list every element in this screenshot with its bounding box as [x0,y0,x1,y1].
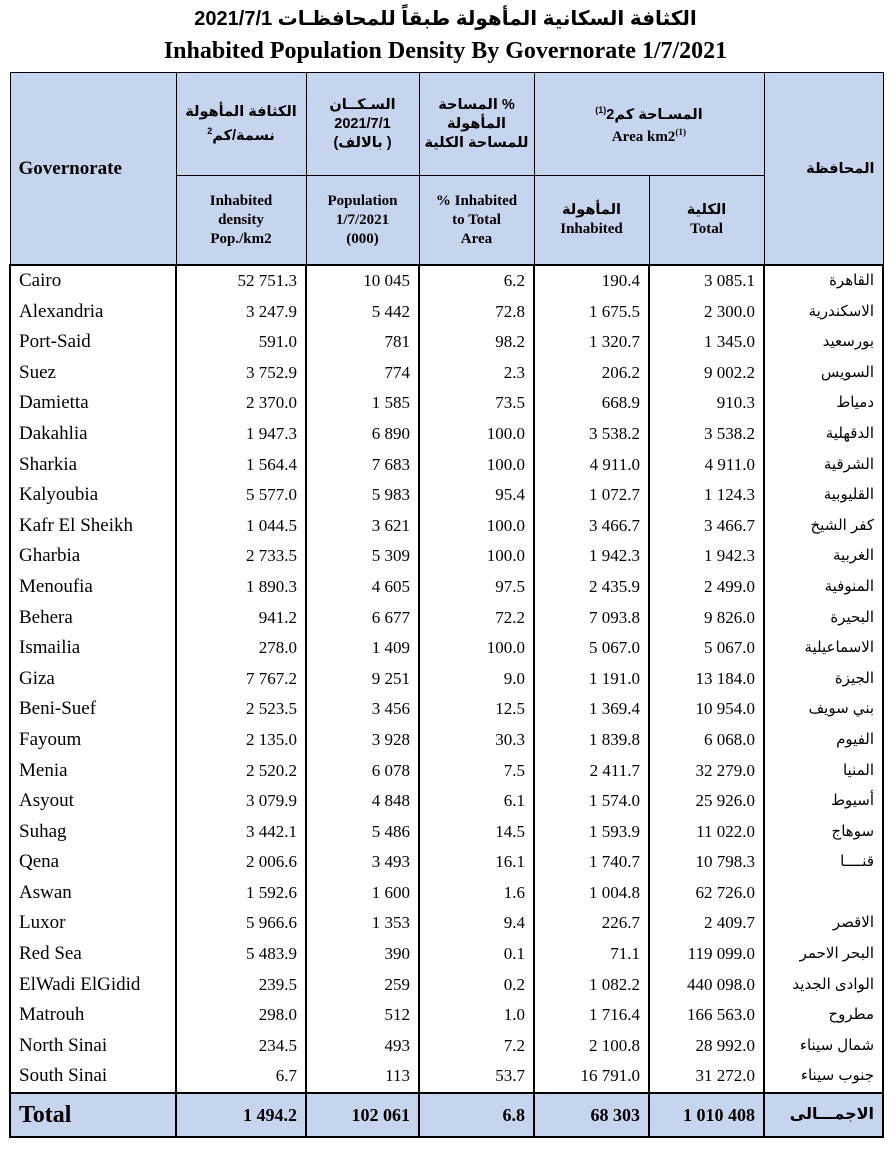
cell-area-inhabited: 2 411.7 [534,756,649,787]
page-title-block [0,0,891,66]
cell-area-total: 2 409.7 [649,908,764,939]
table-row [10,664,883,695]
table-row [10,450,883,481]
cell-governorate: Gharbia [10,541,176,572]
cell-governorate-arabic: الوادى الجديد [764,970,883,1001]
cell-governorate-arabic: الجيزة [764,664,883,695]
cell-area-inhabited: 1 740.7 [534,847,649,878]
cell-area-inhabited: 668.9 [534,388,649,419]
cell-area-inhabited: 1 675.5 [534,297,649,328]
cell-area-total: 4 911.0 [649,450,764,481]
cell-population: 3 456 [306,694,419,725]
cell-governorate-arabic: الفيوم [764,725,883,756]
header-density-ar-unit: نسمة/كم [212,127,275,144]
header-row-top [10,73,883,176]
cell-inhabited-density: 298.0 [176,1000,306,1031]
cell-population: 9 251 [306,664,419,695]
cell-population: 1 600 [306,878,419,909]
header-density-en-line1: Inhabited [209,192,273,209]
cell-percent-inhabited: 53.7 [419,1061,534,1093]
cell-governorate-arabic: سوهاج [764,817,883,848]
cell-area-total: 13 184.0 [649,664,764,695]
header-governorate-ar-label: المحافظة [806,160,875,177]
header-density-english [176,176,306,266]
cell-area-total: 2 300.0 [649,297,764,328]
table-row [10,480,883,511]
header-population-en-line1: Population [327,192,398,209]
total-density: 1 494.2 [176,1093,306,1137]
cell-governorate: Menia [10,756,176,787]
cell-governorate: Alexandria [10,297,176,328]
table-body [10,265,883,1093]
cell-area-total: 62 726.0 [649,878,764,909]
cell-population: 3 928 [306,725,419,756]
table-row [10,786,883,817]
header-total-arabic: الكلية [686,202,727,218]
header-population-arabic [306,73,419,176]
cell-inhabited-density: 3 752.9 [176,358,306,389]
cell-governorate-arabic: كفر الشيخ [764,511,883,542]
cell-governorate-arabic: دمياط [764,388,883,419]
cell-governorate: Qena [10,847,176,878]
header-population-ar-line2: 2021/7/1 [334,115,391,132]
cell-inhabited-density: 2 523.5 [176,694,306,725]
header-area-en-sup: (1) [675,128,687,139]
table-row [10,1061,883,1093]
table-row [10,511,883,542]
cell-inhabited-density: 5 483.9 [176,939,306,970]
cell-governorate-arabic: المنيا [764,756,883,787]
table-container [0,72,891,1138]
table-row [10,694,883,725]
table-row [10,908,883,939]
cell-governorate-arabic: قنــــا [764,847,883,878]
cell-percent-inhabited: 1.0 [419,1000,534,1031]
header-inhabited-arabic: المأهولة [562,202,621,218]
cell-governorate: Asyout [10,786,176,817]
cell-percent-inhabited: 73.5 [419,388,534,419]
header-inhabited-english: Inhabited [560,221,623,237]
cell-area-inhabited: 1 320.7 [534,327,649,358]
cell-area-inhabited: 5 067.0 [534,633,649,664]
cell-population: 493 [306,1031,419,1062]
cell-percent-inhabited: 72.8 [419,297,534,328]
table-row [10,419,883,450]
cell-inhabited-density: 2 370.0 [176,388,306,419]
cell-population: 6 677 [306,603,419,634]
cell-inhabited-density: 1 044.5 [176,511,306,542]
cell-governorate: Matrouh [10,1000,176,1031]
cell-population: 3 621 [306,511,419,542]
cell-area-inhabited: 206.2 [534,358,649,389]
cell-population: 5 442 [306,297,419,328]
header-percent-ar-line3: للمساحة الكلية [424,134,529,151]
cell-area-total: 10 954.0 [649,694,764,725]
cell-percent-inhabited: 100.0 [419,511,534,542]
cell-percent-inhabited: 6.1 [419,786,534,817]
header-density-en-line3: Pop./km2 [210,230,272,247]
header-percent-arabic [419,73,534,176]
table-row [10,358,883,389]
cell-area-total: 32 279.0 [649,756,764,787]
total-total-area: 1 010 408 [649,1093,764,1137]
cell-inhabited-density: 7 767.2 [176,664,306,695]
cell-inhabited-density: 52 751.3 [176,265,306,297]
table-row [10,388,883,419]
cell-area-inhabited: 226.7 [534,908,649,939]
header-density-arabic [176,73,306,176]
cell-governorate-arabic: البحيرة [764,603,883,634]
cell-percent-inhabited: 72.2 [419,603,534,634]
cell-area-total: 119 099.0 [649,939,764,970]
cell-percent-inhabited: 7.2 [419,1031,534,1062]
cell-governorate-arabic: البحر الاحمر [764,939,883,970]
cell-area-total: 910.3 [649,388,764,419]
cell-population: 1 353 [306,908,419,939]
cell-inhabited-density: 6.7 [176,1061,306,1093]
cell-area-inhabited: 7 093.8 [534,603,649,634]
header-density-en-line2: density [218,211,264,228]
header-percent-en-line3: Area [460,230,493,247]
header-density-ar-line1: الكثافة المأهولة [185,103,297,120]
header-population-en-line2: 1/7/2021 [335,211,390,228]
header-area-english [538,124,761,147]
cell-percent-inhabited: 2.3 [419,358,534,389]
cell-area-total: 6 068.0 [649,725,764,756]
cell-area-total: 11 022.0 [649,817,764,848]
header-population-ar-line3: ( بالالف) [333,134,392,151]
cell-area-total: 25 926.0 [649,786,764,817]
table-row [10,541,883,572]
cell-governorate: Red Sea [10,939,176,970]
cell-population: 6 078 [306,756,419,787]
cell-area-inhabited: 1 839.8 [534,725,649,756]
cell-governorate-arabic: مطروح [764,1000,883,1031]
table-row [10,1031,883,1062]
cell-area-inhabited: 3 538.2 [534,419,649,450]
header-percent-en-line2: to Total [452,211,501,228]
cell-inhabited-density: 2 006.6 [176,847,306,878]
cell-population: 4 848 [306,786,419,817]
header-percent-ar-line1: % المساحة [438,96,515,113]
cell-governorate-arabic: الاسكندرية [764,297,883,328]
cell-governorate: Ismailia [10,633,176,664]
header-area-arabic [538,101,761,125]
table-row [10,847,883,878]
cell-area-total: 1 345.0 [649,327,764,358]
cell-governorate: Fayoum [10,725,176,756]
cell-area-total: 3 538.2 [649,419,764,450]
table-row [10,572,883,603]
cell-governorate-arabic: السويس [764,358,883,389]
cell-inhabited-density: 591.0 [176,327,306,358]
cell-area-inhabited: 2 100.8 [534,1031,649,1062]
table-row [10,327,883,358]
header-population-english [306,176,419,266]
cell-governorate: ElWadi ElGidid [10,970,176,1001]
cell-inhabited-density: 239.5 [176,970,306,1001]
cell-area-inhabited: 1 942.3 [534,541,649,572]
cell-governorate: North Sinai [10,1031,176,1062]
total-row [10,1093,883,1137]
header-area-ar-sup: (1) [595,104,607,115]
cell-governorate: Damietta [10,388,176,419]
cell-percent-inhabited: 98.2 [419,327,534,358]
cell-area-inhabited: 1 191.0 [534,664,649,695]
cell-percent-inhabited: 16.1 [419,847,534,878]
cell-population: 5 983 [306,480,419,511]
cell-area-total: 1 942.3 [649,541,764,572]
header-population-ar-line1: السـكــان [329,96,396,113]
cell-governorate-arabic: القاهرة [764,265,883,297]
cell-population: 113 [306,1061,419,1093]
cell-inhabited-density: 5 577.0 [176,480,306,511]
table-row [10,603,883,634]
cell-area-total: 166 563.0 [649,1000,764,1031]
total-inhabited-area: 68 303 [534,1093,649,1137]
cell-governorate-arabic [764,878,883,909]
cell-area-total: 9 002.2 [649,358,764,389]
cell-percent-inhabited: 95.4 [419,480,534,511]
cell-percent-inhabited: 100.0 [419,633,534,664]
cell-percent-inhabited: 0.2 [419,970,534,1001]
cell-area-inhabited: 3 466.7 [534,511,649,542]
cell-percent-inhabited: 14.5 [419,817,534,848]
cell-population: 6 890 [306,419,419,450]
header-percent-ar-line2: المأهولة [447,115,506,132]
cell-area-inhabited: 16 791.0 [534,1061,649,1093]
cell-inhabited-density: 278.0 [176,633,306,664]
cell-area-total: 440 098.0 [649,970,764,1001]
header-population-en-line3: (000) [346,230,379,247]
cell-percent-inhabited: 100.0 [419,419,534,450]
cell-governorate: Giza [10,664,176,695]
header-area-ar-label: المسـاحة كم2 [606,106,703,123]
total-population: 102 061 [306,1093,419,1137]
cell-governorate-arabic: بني سويف [764,694,883,725]
cell-governorate-arabic: الدقهلية [764,419,883,450]
cell-population: 4 605 [306,572,419,603]
cell-population: 10 045 [306,265,419,297]
header-area-group [534,73,764,176]
cell-inhabited-density: 234.5 [176,1031,306,1062]
page-title-arabic: الكثافة السكانية المأهولة طبقاً للمحافظـات 2021/7/1 [194,8,697,30]
cell-percent-inhabited: 12.5 [419,694,534,725]
cell-population: 774 [306,358,419,389]
header-area-en-label: Area km2 [611,129,676,146]
table-row [10,633,883,664]
cell-governorate-arabic: جنوب سيناء [764,1061,883,1093]
cell-inhabited-density: 1 947.3 [176,419,306,450]
cell-area-inhabited: 1 574.0 [534,786,649,817]
table-header [10,73,883,266]
cell-area-total: 5 067.0 [649,633,764,664]
cell-percent-inhabited: 7.5 [419,756,534,787]
cell-percent-inhabited: 1.6 [419,878,534,909]
header-inhabited-area [534,176,649,266]
cell-population: 1 585 [306,388,419,419]
header-percent-en-line1: % Inhabited [435,192,518,209]
cell-area-total: 10 798.3 [649,847,764,878]
cell-population: 7 683 [306,450,419,481]
header-total-english: Total [690,221,723,237]
table-row [10,265,883,297]
header-governorate-label: Governorate [18,157,122,179]
cell-area-inhabited: 1 082.2 [534,970,649,1001]
total-percent: 6.8 [419,1093,534,1137]
cell-area-total: 1 124.3 [649,480,764,511]
cell-governorate-arabic: أسيوط [764,786,883,817]
cell-inhabited-density: 3 247.9 [176,297,306,328]
table-row [10,756,883,787]
cell-governorate-arabic: الاقصر [764,908,883,939]
cell-governorate: Cairo [10,265,176,297]
cell-inhabited-density: 3 442.1 [176,817,306,848]
header-density-ar-sup: 2 [207,125,213,136]
cell-area-total: 28 992.0 [649,1031,764,1062]
cell-governorate-arabic: شمال سيناء [764,1031,883,1062]
header-total-area [649,176,764,266]
cell-inhabited-density: 2 520.2 [176,756,306,787]
cell-population: 3 493 [306,847,419,878]
cell-inhabited-density: 941.2 [176,603,306,634]
cell-governorate: Menoufia [10,572,176,603]
cell-governorate: Luxor [10,908,176,939]
cell-governorate: Aswan [10,878,176,909]
cell-area-inhabited: 1 004.8 [534,878,649,909]
table-row [10,725,883,756]
cell-inhabited-density: 5 966.6 [176,908,306,939]
table-row [10,297,883,328]
total-label-arabic: الاجمـــالى [764,1093,883,1137]
total-label: Total [10,1093,176,1137]
cell-governorate: Beni-Suef [10,694,176,725]
header-density-ar-line2 [180,122,303,146]
cell-governorate: Sharkia [10,450,176,481]
cell-percent-inhabited: 9.0 [419,664,534,695]
cell-governorate-arabic: الشرقية [764,450,883,481]
cell-inhabited-density: 1 592.6 [176,878,306,909]
cell-governorate: Behera [10,603,176,634]
cell-area-total: 3 466.7 [649,511,764,542]
cell-population: 259 [306,970,419,1001]
cell-area-inhabited: 71.1 [534,939,649,970]
cell-population: 781 [306,327,419,358]
cell-inhabited-density: 1 890.3 [176,572,306,603]
cell-percent-inhabited: 97.5 [419,572,534,603]
population-density-table [9,72,884,1138]
cell-area-total: 9 826.0 [649,603,764,634]
cell-governorate-arabic: الاسماعيلية [764,633,883,664]
cell-area-inhabited: 1 593.9 [534,817,649,848]
cell-percent-inhabited: 30.3 [419,725,534,756]
header-percent-english [419,176,534,266]
table-footer [10,1093,883,1137]
cell-inhabited-density: 3 079.9 [176,786,306,817]
cell-area-inhabited: 1 072.7 [534,480,649,511]
cell-governorate-arabic: بورسعيد [764,327,883,358]
cell-area-total: 31 272.0 [649,1061,764,1093]
header-governorate [10,73,176,266]
cell-area-inhabited: 1 369.4 [534,694,649,725]
cell-area-inhabited: 1 716.4 [534,1000,649,1031]
header-governorate-arabic [764,73,883,266]
cell-governorate-arabic: القليوبية [764,480,883,511]
table-row [10,970,883,1001]
cell-area-inhabited: 2 435.9 [534,572,649,603]
page-title-english: Inhabited Population Density By Governorate 1/7/2021 [163,38,728,64]
cell-governorate: Port-Said [10,327,176,358]
cell-inhabited-density: 2 135.0 [176,725,306,756]
cell-population: 512 [306,1000,419,1031]
table-row [10,939,883,970]
cell-population: 5 486 [306,817,419,848]
cell-governorate: Suhag [10,817,176,848]
cell-governorate: Kalyoubia [10,480,176,511]
cell-population: 1 409 [306,633,419,664]
cell-percent-inhabited: 0.1 [419,939,534,970]
cell-area-inhabited: 190.4 [534,265,649,297]
cell-governorate: South Sinai [10,1061,176,1093]
cell-population: 390 [306,939,419,970]
table-row [10,817,883,848]
table-row [10,1000,883,1031]
cell-inhabited-density: 1 564.4 [176,450,306,481]
cell-percent-inhabited: 100.0 [419,541,534,572]
cell-population: 5 309 [306,541,419,572]
cell-governorate: Suez [10,358,176,389]
cell-governorate: Kafr El Sheikh [10,511,176,542]
cell-governorate-arabic: الغربية [764,541,883,572]
cell-area-total: 3 085.1 [649,265,764,297]
cell-percent-inhabited: 100.0 [419,450,534,481]
cell-area-total: 2 499.0 [649,572,764,603]
table-row [10,878,883,909]
cell-area-inhabited: 4 911.0 [534,450,649,481]
cell-governorate: Dakahlia [10,419,176,450]
cell-governorate-arabic: المنوفية [764,572,883,603]
cell-percent-inhabited: 9.4 [419,908,534,939]
cell-inhabited-density: 2 733.5 [176,541,306,572]
cell-percent-inhabited: 6.2 [419,265,534,297]
